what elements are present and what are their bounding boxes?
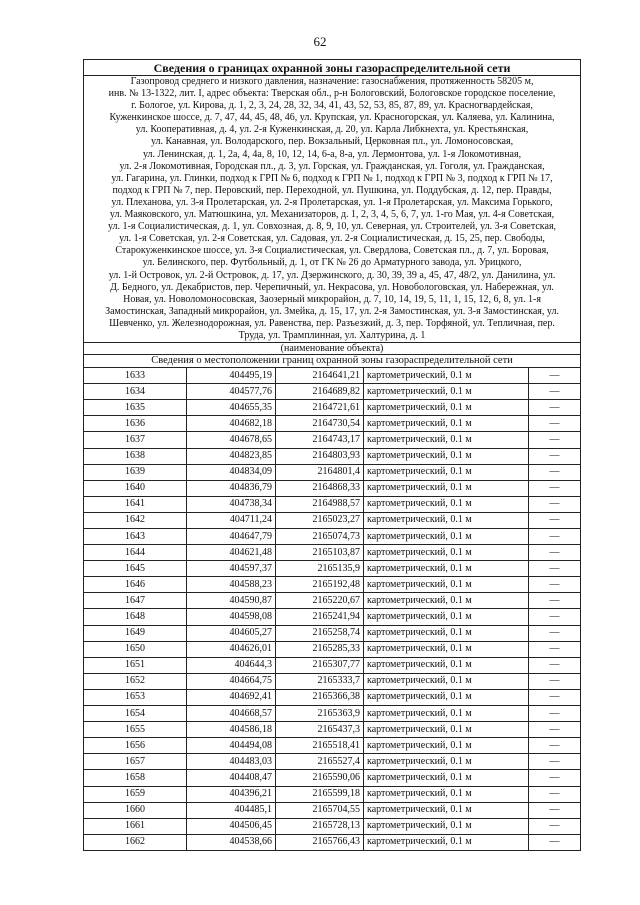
point-number-cell: 1645 [84,561,187,577]
y-coordinate-cell: 2165437,3 [276,722,364,738]
x-coordinate-cell: 404588,23 [187,577,276,593]
description-line: ул. 2-я Локомотивная, Городская пл., д. 3, ул. Горская, ул. Гражданская, ул. Гоголя, ул. Гражданская, [119,160,545,172]
description-cell: — [529,432,581,448]
description-line: Старокуженкинское шоссе, ул. 3-я Социалистическая, ул. Свердлова, Советская пл., д. 7, ул. Боровая, [115,245,549,257]
method-cell: картометрический, 0.1 м [364,480,529,496]
description-line: ул. Плеханова, ул. 3-я Пролетарская, ул. 2-я Пролетарская, ул. 1-я Пролетарская, ул. Максима Горького, [111,196,553,208]
method-cell: картометрический, 0.1 м [364,529,529,545]
y-coordinate-cell: 2165590,06 [276,770,364,786]
description-line: ул. Ленинская, д. 1, 2а, 4, 4а, 8, 10, 12, 14, 6-а, 8-а, ул. Лермонтова, ул. 1-я Локомотивная, [142,148,522,160]
y-coordinate-cell: 2165704,55 [276,802,364,818]
x-coordinate-cell: 404577,76 [187,384,276,400]
table-row [84,464,581,480]
method-cell: картометрический, 0.1 м [364,673,529,689]
y-coordinate-cell: 2164803,93 [276,448,364,464]
x-coordinate-cell: 404668,57 [187,706,276,722]
description-cell: — [529,722,581,738]
table-row [84,834,581,850]
table-row [84,432,581,448]
description-line: г. Бологое, ул. Кирова, д. 1, 2, 3, 24, 28, 32, 34, 41, 43, 52, 53, 85, 87, 89, ул. Красногвардейская, [131,100,533,112]
description-line: инв. № 13-1322, лит. I, адрес объекта: Тверская обл., р-н Бологовский, Бологовское городское поселение, [108,88,556,100]
x-coordinate-cell: 404408,47 [187,770,276,786]
table-row [84,593,581,609]
y-coordinate-cell: 2164988,57 [276,496,364,512]
description-line: Д. Бедного, ул. Декабристов, пер. Черепичный, ул. Некрасова, ул. Новобологовская, ул. Набережная, ул. [110,281,554,293]
y-coordinate-cell: 2164868,33 [276,480,364,496]
y-coordinate-cell: 2165192,48 [276,577,364,593]
description-cell: — [529,368,581,384]
location-header: Сведения о местоположении границ охранной зоны газораспределительной сети [84,355,581,368]
table-row [84,577,581,593]
table-row [84,512,581,528]
point-number-cell: 1651 [84,657,187,673]
table-row [84,706,581,722]
description-cell: — [529,786,581,802]
x-coordinate-cell: 404647,79 [187,529,276,545]
point-number-cell: 1655 [84,722,187,738]
description-cell: — [529,673,581,689]
x-coordinate-cell: 404678,65 [187,432,276,448]
description-line: Труда, ул. Трамплинная, ул. Халтурина, д. 1 [238,329,426,341]
point-number-cell: 1639 [84,464,187,480]
point-number-cell: 1649 [84,625,187,641]
x-coordinate-cell: 404605,27 [187,625,276,641]
point-number-cell: 1638 [84,448,187,464]
description-line: Шевченко, ул. Железнодорожная, ул. Равенства, пер. Разъезжий, д. 3, пер. Торфяной, ул. Тепличная, пер. [109,317,555,329]
y-coordinate-cell: 2165527,4 [276,754,364,770]
method-cell: картометрический, 0.1 м [364,818,529,834]
x-coordinate-cell: 404664,75 [187,673,276,689]
y-coordinate-cell: 2164743,17 [276,432,364,448]
description-cell: — [529,609,581,625]
description-cell: — [529,384,581,400]
y-coordinate-cell: 2165258,74 [276,625,364,641]
method-cell: картометрический, 0.1 м [364,625,529,641]
method-cell: картометрический, 0.1 м [364,561,529,577]
table-row [84,802,581,818]
table-row [84,448,581,464]
point-number-cell: 1640 [84,480,187,496]
x-coordinate-cell: 404597,37 [187,561,276,577]
y-coordinate-cell: 2165728,13 [276,818,364,834]
description-cell: — [529,625,581,641]
description-cell: — [529,400,581,416]
method-cell: картометрический, 0.1 м [364,496,529,512]
y-coordinate-cell: 2165599,18 [276,786,364,802]
method-cell: картометрический, 0.1 м [364,657,529,673]
x-coordinate-cell: 404621,48 [187,545,276,561]
method-cell: картометрический, 0.1 м [364,464,529,480]
description-line: ул. Канавная, ул. Володарского, пер. Вокзальный, Церковная пл., ул. Ломоносовская, [150,136,514,148]
y-coordinate-cell: 2164801,4 [276,464,364,480]
description-cell: — [529,416,581,432]
table-row [84,738,581,754]
method-cell: картометрический, 0.1 м [364,400,529,416]
description-cell: — [529,802,581,818]
object-description [84,76,581,343]
description-line: ул. Гагарина, ул. Глинки, подход к ГРП № 6, подход к ГРП № 1, подход к ГРП № 3, подход к ГРП № 17, [111,172,553,184]
x-coordinate-cell: 404396,21 [187,786,276,802]
description-line: Замостинская, Западный микрорайон, ул. Змейка, д. 15, 17, ул. 2-я Замостинская, ул. 3-я Замостинская, ул. [105,305,559,317]
x-coordinate-cell: 404483,03 [187,754,276,770]
description-cell: — [529,834,581,850]
x-coordinate-cell: 404590,87 [187,593,276,609]
point-number-cell: 1646 [84,577,187,593]
point-number-cell: 1648 [84,609,187,625]
method-cell: картометрический, 0.1 м [364,545,529,561]
description-cell: — [529,770,581,786]
x-coordinate-cell: 404485,1 [187,802,276,818]
x-coordinate-cell: 404506,45 [187,818,276,834]
description-cell: — [529,561,581,577]
table-row [84,786,581,802]
description-line: ул. 1-я Советская, ул. 2-я Советская, ул. Садовая, ул. 2-я Социалистическая, д. 15, 25, пер. Свободы, [119,233,545,245]
method-cell: картометрический, 0.1 м [364,754,529,770]
x-coordinate-cell: 404834,09 [187,464,276,480]
table-row [84,384,581,400]
table-row [84,400,581,416]
table-row [84,496,581,512]
table-row [84,609,581,625]
x-coordinate-cell: 404836,79 [187,480,276,496]
y-coordinate-cell: 2165135,9 [276,561,364,577]
point-number-cell: 1662 [84,834,187,850]
x-coordinate-cell: 404711,24 [187,512,276,528]
description-cell: — [529,496,581,512]
point-number-cell: 1636 [84,416,187,432]
point-number-cell: 1633 [84,368,187,384]
object-name-caption: (наименование объекта) [84,343,581,355]
y-coordinate-cell: 2165766,43 [276,834,364,850]
point-number-cell: 1642 [84,512,187,528]
method-cell: картометрический, 0.1 м [364,384,529,400]
description-cell: — [529,545,581,561]
method-cell: картометрический, 0.1 м [364,368,529,384]
x-coordinate-cell: 404738,34 [187,496,276,512]
description-cell: — [529,529,581,545]
table-title: Сведения о границах охранной зоны газораспределительной сети [84,60,581,76]
table-row [84,480,581,496]
method-cell: картометрический, 0.1 м [364,448,529,464]
point-number-cell: 1643 [84,529,187,545]
y-coordinate-cell: 2164689,82 [276,384,364,400]
table-row [84,416,581,432]
x-coordinate-cell: 404692,41 [187,689,276,705]
x-coordinate-cell: 404495,19 [187,368,276,384]
y-coordinate-cell: 2165241,94 [276,609,364,625]
point-number-cell: 1652 [84,673,187,689]
description-line: подход к ГРП № 7, пер. Перовский, пер. Переходной, ул. Пушкина, ул. Поддубская, д. 12, пер. Правды, [112,184,552,196]
point-number-cell: 1650 [84,641,187,657]
y-coordinate-cell: 2165220,67 [276,593,364,609]
point-number-cell: 1657 [84,754,187,770]
method-cell: картометрический, 0.1 м [364,722,529,738]
table-row [84,689,581,705]
method-cell: картометрический, 0.1 м [364,706,529,722]
method-cell: картометрический, 0.1 м [364,770,529,786]
point-number-cell: 1656 [84,738,187,754]
y-coordinate-cell: 2165518,41 [276,738,364,754]
point-number-cell: 1647 [84,593,187,609]
description-cell: — [529,480,581,496]
point-number-cell: 1654 [84,706,187,722]
y-coordinate-cell: 2165363,9 [276,706,364,722]
point-number-cell: 1637 [84,432,187,448]
x-coordinate-cell: 404586,18 [187,722,276,738]
x-coordinate-cell: 404655,35 [187,400,276,416]
table-row [84,722,581,738]
description-cell: — [529,593,581,609]
description-line: ул. 1-я Социалистическая, д. 1, ул. Совхозная, д. 8, 9, 10, ул. Северная, ул. Строителей, ул. 3-я Советская, [107,221,557,233]
description-cell: — [529,818,581,834]
point-number-cell: 1644 [84,545,187,561]
y-coordinate-cell: 2164730,54 [276,416,364,432]
zone-boundaries-table [83,59,581,851]
table-row [84,657,581,673]
y-coordinate-cell: 2165285,33 [276,641,364,657]
x-coordinate-cell: 404682,18 [187,416,276,432]
method-cell: картометрический, 0.1 м [364,416,529,432]
page-number: 62 [313,34,327,49]
y-coordinate-cell: 2165307,77 [276,657,364,673]
method-cell: картометрический, 0.1 м [364,512,529,528]
table-row [84,673,581,689]
x-coordinate-cell: 404538,66 [187,834,276,850]
x-coordinate-cell: 404644,3 [187,657,276,673]
method-cell: картометрический, 0.1 м [364,641,529,657]
table-row [84,545,581,561]
y-coordinate-cell: 2164641,21 [276,368,364,384]
table-row [84,770,581,786]
description-cell: — [529,738,581,754]
x-coordinate-cell: 404598,08 [187,609,276,625]
description-cell: — [529,706,581,722]
method-cell: картометрический, 0.1 м [364,786,529,802]
description-cell: — [529,448,581,464]
point-number-cell: 1660 [84,802,187,818]
y-coordinate-cell: 2164721,61 [276,400,364,416]
table-row [84,641,581,657]
description-cell: — [529,464,581,480]
table-row [84,529,581,545]
method-cell: картометрический, 0.1 м [364,432,529,448]
description-line: Новая, ул. Новоломоносовская, Заозерный микрорайон, д. 7, 10, 14, 19, 5, 11, 1, 15, 12, 6, 8, ул. 1-я [123,293,541,305]
point-number-cell: 1658 [84,770,187,786]
y-coordinate-cell: 2165366,38 [276,689,364,705]
description-cell: — [529,577,581,593]
description-line: ул. Кооперативная, д. 4, ул. 2-я Куженкинская, д. 20, ул. Карла Либкнехта, ул. Крестьянская, [135,124,529,136]
point-number-cell: 1653 [84,689,187,705]
point-number-cell: 1634 [84,384,187,400]
point-number-cell: 1659 [84,786,187,802]
point-number-cell: 1661 [84,818,187,834]
description-cell: — [529,512,581,528]
description-line: ул. Маяковского, ул. Матюшкина, ул. Механизаторов, д. 1, 2, 3, 4, 5, 6, 7, ул. 1-го Мая, ул. 4-я Советская, [109,209,555,221]
table-row [84,754,581,770]
description-cell: — [529,754,581,770]
x-coordinate-cell: 404823,85 [187,448,276,464]
x-coordinate-cell: 404626,01 [187,641,276,657]
description-line: ул. 1-й Островок, ул. 2-й Островок, д. 17, ул. Дзержинского, д. 30, 39, 39 а, 45, 47, 48/2, ул. Данилина, ул. [108,269,556,281]
method-cell: картометрический, 0.1 м [364,802,529,818]
description-line: ул. Белинского, пер. Футбольный, д. 1, от ГК № 26 до Арматурного завода, ул. Урицкого, [142,257,522,269]
y-coordinate-cell: 2165103,87 [276,545,364,561]
description-cell: — [529,641,581,657]
point-number-cell: 1635 [84,400,187,416]
description-cell: — [529,689,581,705]
description-line: Куженкинское шоссе, д. 7, 47, 44, 45, 48, 46, ул. Крупская, ул. Красногорская, ул. Каляева, ул. Калинина, [109,112,555,124]
table-row [84,368,581,384]
y-coordinate-cell: 2165333,7 [276,673,364,689]
method-cell: картометрический, 0.1 м [364,577,529,593]
description-cell: — [529,657,581,673]
description-line: Газопровод среднего и низкого давления, назначение: газоснабжения, протяженность 58205 м, [130,76,534,87]
method-cell: картометрический, 0.1 м [364,834,529,850]
y-coordinate-cell: 2165023,27 [276,512,364,528]
method-cell: картометрический, 0.1 м [364,609,529,625]
table-row [84,625,581,641]
method-cell: картометрический, 0.1 м [364,593,529,609]
method-cell: картометрический, 0.1 м [364,738,529,754]
table-row [84,561,581,577]
x-coordinate-cell: 404494,08 [187,738,276,754]
point-number-cell: 1641 [84,496,187,512]
table-row [84,818,581,834]
method-cell: картометрический, 0.1 м [364,689,529,705]
y-coordinate-cell: 2165074,73 [276,529,364,545]
